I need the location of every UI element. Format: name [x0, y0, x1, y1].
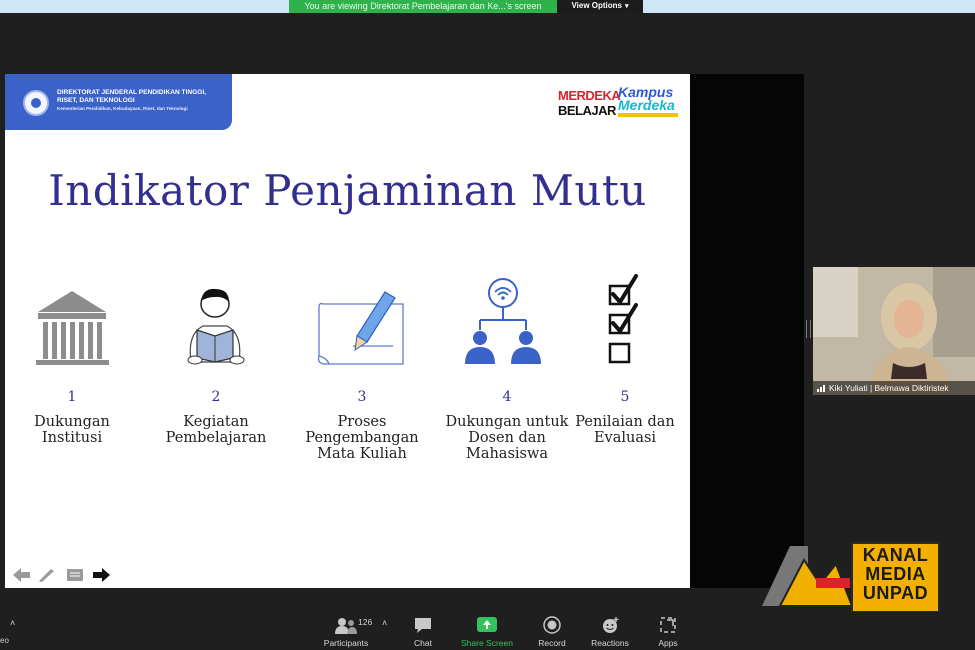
- participants-chevron-up-icon[interactable]: ˄: [382, 618, 388, 628]
- left-edge-text: eo: [0, 636, 9, 645]
- apps-icon: [660, 617, 676, 633]
- wm-line-2: MEDIA: [865, 564, 926, 584]
- participants-count: 126: [358, 617, 373, 627]
- apps-button[interactable]: [633, 614, 703, 648]
- record-label: Record: [538, 638, 566, 648]
- panel-resize-handle[interactable]: [806, 320, 811, 338]
- chat-icon: [414, 616, 432, 634]
- indicator-5: [560, 274, 690, 446]
- belajar-text: BELAJAR: [558, 103, 616, 118]
- participant-name-label: [813, 381, 975, 395]
- kmu-mark-icon: [760, 540, 855, 616]
- indicator-label: Penilaian dan Evaluasi: [575, 414, 675, 446]
- kampus-text: Kampus: [618, 84, 674, 100]
- tut-wuri-logo-icon: [23, 90, 49, 116]
- presentation-slide: [5, 74, 690, 588]
- indicator-3: [297, 274, 427, 462]
- kampus-merdeka-logo: [618, 86, 686, 117]
- indicator-label: Kegiatan Pembelajaran: [165, 414, 267, 446]
- participants-label: Participants: [323, 638, 369, 648]
- viewing-banner: You are viewing Direktorat Pembelajaran dan Ke...'s screen: [289, 0, 557, 13]
- header-banner: [5, 74, 232, 130]
- merdeka-text: MERDEKA: [558, 88, 621, 103]
- pen-icon[interactable]: [39, 568, 57, 582]
- share-screen-button[interactable]: [452, 614, 522, 648]
- wm-line-3: UNPAD: [862, 583, 929, 603]
- chat-button[interactable]: [388, 614, 458, 648]
- logo-underline: [618, 113, 678, 117]
- reading-person-icon: [151, 274, 281, 374]
- merdeka-belajar-logo: [558, 88, 621, 118]
- chevron-up-icon[interactable]: ˄: [10, 618, 16, 628]
- org-subtitle: Kementerian Pendidikan, Kebudayaan, Riset, dan Teknologi: [57, 106, 188, 111]
- view-options-button[interactable]: [557, 0, 643, 13]
- connection-signal-icon: [817, 384, 827, 392]
- participant-video[interactable]: [813, 267, 975, 395]
- previous-slide-icon[interactable]: [13, 568, 31, 582]
- record-icon: [543, 616, 561, 634]
- chat-label: Chat: [414, 638, 432, 648]
- kanal-media-unpad-text: [851, 542, 940, 613]
- share-screen-label: Share Screen: [461, 638, 513, 648]
- reactions-icon: [601, 616, 621, 634]
- indicator-number: 4: [502, 389, 512, 405]
- participant-video-image: [813, 267, 975, 395]
- chevron-down-icon: ▾: [625, 3, 629, 10]
- indicator-1: [7, 274, 137, 446]
- view-options-label: View Options: [571, 1, 622, 10]
- indicator-label: Dukungan untuk Dosen dan Mahasiswa: [445, 414, 569, 462]
- apps-label: Apps: [658, 638, 678, 648]
- indicator-number: 3: [357, 389, 367, 405]
- network-users-icon: [442, 274, 572, 374]
- org-line-1: DIREKTORAT JENDERAL PENDIDIKAN TINGGI,: [57, 89, 207, 96]
- slide-menu-icon[interactable]: [66, 568, 84, 582]
- slide-controls: [13, 568, 114, 582]
- merdeka-logo-text: Merdeka: [618, 97, 675, 113]
- org-name: [57, 89, 227, 105]
- checklist-icon: [560, 274, 690, 374]
- share-screen-icon: [477, 617, 497, 633]
- participants-icon: [334, 616, 358, 636]
- indicator-2: [151, 274, 281, 446]
- next-slide-icon[interactable]: [92, 568, 110, 582]
- indicator-number: 5: [620, 389, 630, 405]
- slide-title: Indikator Penjaminan Mutu: [48, 166, 647, 215]
- indicator-number: 2: [211, 389, 221, 405]
- indicator-label: Proses Pengembangan Mata Kuliah: [305, 414, 419, 462]
- indicator-number: 1: [67, 389, 77, 405]
- indicator-label: Dukungan Institusi: [34, 414, 110, 446]
- participant-name: Kiki Yuliati | Belmawa Diktiristek: [829, 383, 949, 393]
- indicator-4: [442, 274, 572, 462]
- wm-line-1: KANAL: [862, 545, 929, 565]
- pencil-scroll-icon: [297, 274, 427, 374]
- org-line-2: RISET, DAN TEKNOLOGI: [57, 97, 135, 104]
- institution-icon: [7, 274, 137, 374]
- reactions-label: Reactions: [591, 638, 629, 648]
